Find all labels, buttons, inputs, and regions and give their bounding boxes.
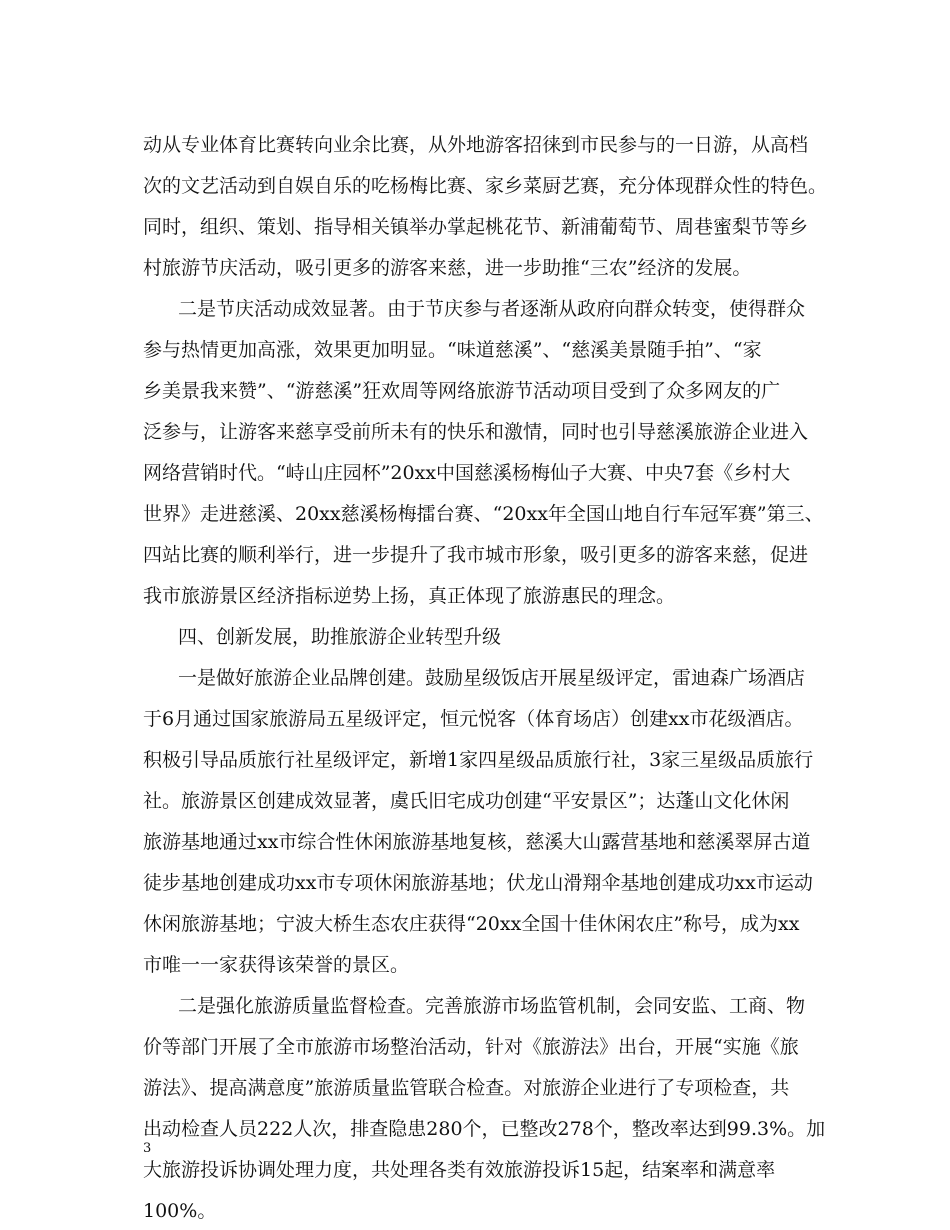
text-line: 动从专业体育比赛转向业余比赛，从外地游客招徕到市民参与的一日游，从高档 — [143, 134, 809, 156]
text-line: 同时，组织、策划、指导相关镇举办掌起桃花节、新浦葡萄节、周巷蜜梨节等乡 — [143, 216, 809, 238]
text-line: 村旅游节庆活动，吸引更多的游客来慈，进一步助推“三农”经济的发展。 — [143, 257, 752, 279]
text-line: 积极引导品质旅行社星级评定，新增1家四星级品质旅行社，3家三星级品质旅行 — [143, 749, 814, 771]
text-line: 网络营销时代。“峙山庄园杯”20xx中国慈溪杨梅仙子大赛、中央7套《乡村大 — [143, 462, 791, 484]
text-line: 我市旅游景区经济指标逆势上扬，真正体现了旅游惠民的理念。 — [143, 585, 676, 607]
text-line: 社。旅游景区创建成效显著，虞氏旧宅成功创建“平安景区”；达蓬山文化休闲 — [143, 790, 790, 812]
text-line: 次的文艺活动到自娱自乐的吃杨梅比赛、家乡菜厨艺赛，充分体现群众性的特色。 — [143, 175, 828, 197]
text-line: 旅游基地通过xx市综合性休闲旅游基地复核，慈溪大山露营基地和慈溪翠屏古道 — [143, 831, 811, 853]
section-heading: 四、创新发展，助推旅游企业转型升级 — [178, 626, 502, 648]
text-line: 参与热情更加高涨，效果更加明显。“味道慈溪”、“慈溪美景随手拍”、“家 — [143, 339, 762, 361]
text-line: 休闲旅游基地；宁波大桥生态农庄获得“20xx全国十佳休闲农庄”称号，成为xx — [143, 913, 800, 935]
text-line: 二是节庆活动成效显著。由于节庆参与者逐渐从政府向群众转变，使得群众 — [178, 298, 806, 320]
text-line: 一是做好旅游企业品牌创建。鼓励星级饭店开展星级评定，雷迪森广场酒店 — [178, 667, 806, 689]
text-line: 游法》、提高满意度”旅游质量监管联合检查。对旅游企业进行了专项检查，共 — [143, 1077, 790, 1099]
text-line: 市唯一一家获得该荣誉的景区。 — [143, 954, 410, 976]
text-line: 徒步基地创建成功xx市专项休闲旅游基地；伏龙山滑翔伞基地创建成功xx市运动 — [143, 872, 813, 894]
text-line: 100%。 — [143, 1200, 217, 1222]
text-line: 二是强化旅游质量监督检查。完善旅游市场监管机制，会同安监、工商、物 — [178, 995, 806, 1017]
page-number: 3 — [143, 1141, 152, 1156]
text-line: 大旅游投诉协调处理力度，共处理各类有效旅游投诉15起，结案率和满意率 — [143, 1159, 776, 1181]
text-line: 乡美景我来赞”、“游慈溪”狂欢周等网络旅游节活动项目受到了众多网友的广 — [143, 380, 781, 402]
text-line: 于6月通过国家旅游局五星级评定，恒元悦客（体育场店）创建xx市花级酒店。 — [143, 708, 804, 730]
text-line: 世界》走进慈溪、20xx慈溪杨梅擂台赛、“20xx年全国山地自行车冠军赛”第三、 — [143, 503, 824, 525]
text-line: 出动检查人员222人次，排查隐患280个，已整改278个，整改率达到99.3%。加 — [143, 1118, 826, 1140]
text-line: 价等部门开展了全市旅游市场整治活动，针对《旅游法》出台，开展“实施《旅 — [143, 1036, 799, 1058]
text-line: 四站比赛的顺利举行，进一步提升了我市城市形象，吸引更多的游客来慈，促进 — [143, 544, 809, 566]
text-line: 泛参与，让游客来慈享受前所未有的快乐和激情，同时也引导慈溪旅游企业进入 — [143, 421, 809, 443]
